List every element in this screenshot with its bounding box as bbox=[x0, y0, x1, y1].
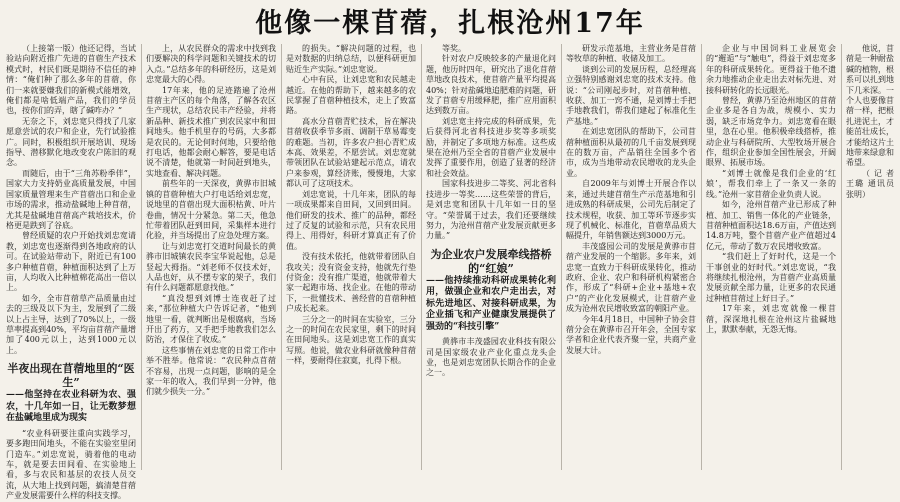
column-divider bbox=[841, 44, 842, 470]
paragraph: 刘忠宽主持完成的科研成果，先后获得河北省科技进步奖等多项奖励，并制定了多项地方标准。这些成果在沧州乃至全省的苜蓿产业发展中发挥了重要作用，创造了显著的经济和社会效益。 bbox=[426, 116, 556, 178]
paragraph: 丰茂盛园公司的发展是黄骅市苜蓿产业发展的一个缩影。多年来，刘忠宽一直致力于科研成果转化，推动政府、企业、农户和科研机构紧密合作，形成了“科研+企业+基地+农户”的产业化发展模式，让苜蓿产业成为沧州农民增收致富的朝阳产业。 bbox=[566, 241, 696, 314]
column-divider bbox=[141, 44, 142, 470]
column-2 bbox=[146, 44, 276, 470]
paragraph: 高水分苜蓿青贮技术，旨在解决苜蓿收获季节多雨、调制干草易霉变的难题。当初，许多农户担心青贮成本高、效果差，不愿尝试。刘忠宽就带领团队在试验站建起示范点，请农户来参观，算经济账，慢慢地，大家都认可了这项技术。 bbox=[286, 116, 416, 189]
paragraph: 国家科技进步二等奖、河北省科技进步一等奖……这些荣誉的背后，是刘忠宽和团队十几年如一日的坚守。“荣誉属于过去，我们还要继续努力，为沧州苜蓿产业发展贡献更多力量。” bbox=[426, 179, 556, 241]
paragraph: 谈到公司的发展历程，总经理高立强特别感谢刘忠宽的技术支持。他说：“公司刚起步时，对苜蓿种植、收获、加工一窍不通，是刘博士手把手地教我们，帮我们建起了标准化生产基地。” bbox=[566, 64, 696, 126]
column-divider bbox=[701, 44, 702, 470]
column-1 bbox=[6, 44, 136, 501]
paragraph: 在刘忠宽团队的帮助下，公司苜蓿种植面积从最初的几千亩发展到现在的数万亩，产品销往全国多个省市，成为当地带动农民增收的龙头企业。 bbox=[566, 127, 696, 178]
column-5 bbox=[566, 44, 696, 470]
paragraph: “我们赶上了好时代，这是一个干事创业的好时代。”刘忠宽说，“我将继续扎根沧州，为苜蓿产业高质量发展贡献全部力量，让更多的农民通过种植苜蓿过上好日子。” bbox=[706, 252, 836, 303]
column-4 bbox=[426, 44, 556, 470]
paragraph: 这些事情在刘忠宽的日常工作中举不胜举。他常说：“农民种点苜蓿不容易，出现一点问题，影响的是全家一年的收入，我们早到一分钟，他们就少损失一分。” bbox=[146, 345, 276, 397]
paragraph: 企业与中国饲料工业展览会的“邂逅”与“触电”，得益于刘忠宽多年的科研成果转化。更得益于他不遗余力地推动企业走出去对标先进、对接科研转化的长远眼光。 bbox=[706, 44, 836, 95]
paragraph: 前些年的一天深夜，黄骅市旧城镇的苜蓿种植大户打电话给刘忠宽，说地里的苜蓿出现大面积枯黄、叶片卷曲，情况十分紧急。第二天，他急忙带着团队赶到田间，采集样本进行化验，并当场提出了应急处理方案。 bbox=[146, 179, 276, 241]
paragraph: 而随后，由于“三角苏粉季伴”，国家大力支持奶业高质量发展，中国国家质量管理来生产苜蓿出口和企业市场的需求，推动盐碱地上种苜蓿，尤其是盐碱地苜蓿高产栽培技术，价格更是跌到了谷底。 bbox=[6, 168, 136, 230]
paragraph: 如今，沧州苜蓿产业已形成了种植、加工、销售一体化的产业链条，苜蓿种植面积达18.6万亩，产值达到14.8万吨，整个苜蓿产业产值超过4亿元，带动了数万农民增收致富。 bbox=[706, 200, 836, 251]
paragraph: 三分之一的时间在实验室，三分之一的时间在农民家里，剩下的时间在田间地头。这是刘忠宽工作的真实写照。他说，做农业科研就像种苜蓿一样，要耐得住寂寞，扎得下根。 bbox=[286, 314, 416, 366]
column-divider bbox=[421, 44, 422, 470]
column-divider bbox=[281, 44, 282, 470]
paragraph: 17年来，他的足迹踏遍了沧州苜蓿主产区的每个角落，了解各农区生产现状，总结农民丰产经验，并将新品种、新技术推广到农民家中和田间地头。他手机里存的号码，大多都是农民的。无论何时何地，只要给他打电话，他都会耐心解答，要是电话说不清楚，他就第一时间赶到地头，实地查看、解决问题。 bbox=[146, 85, 276, 178]
subheading-title: 半夜出现在苜蓿地里的“医生” bbox=[7, 362, 135, 390]
paragraph: “农业科研要注重向实践学习，要多跑田间地头，不能在实验室里闭门造车。”刘忠宽说，骑着他的电动车，就是要去田间看、在实验地上看，多与农民和基层的农技人员交流，从大地上找到问题，搞清楚苜蓿产业发展需要什么样的科技支撑。 bbox=[6, 428, 136, 501]
paragraph: 刘忠宽说，十几年来，团队的每一项成果都来自田间，又回到田间。他们研发的技术、推广的品种，都经过了反复的试验和示范，只有农民用得上、用得好，科研才算真正有了价值。 bbox=[286, 189, 416, 251]
subheading-lede: ——他坚持在农业科研为农、强农，十几年如一日，让无数梦想在盐碱地里成为现实 bbox=[6, 390, 136, 424]
paragraph: 今年4月18日，中国种子协会苜蓿分会在黄骅市召开年会，全国专家学者和企业代表齐聚一堂，共商产业发展大计。 bbox=[566, 314, 696, 355]
paragraph: 让与刘忠宽打交道时间最长的黄骅市旧城镇农民李宝华说起他，总是竖起大拇指。“刘老师不仅技术好，人品也好，从不摆专家的架子，我们有什么问题都愿意找他。” bbox=[146, 241, 276, 293]
paragraph: “刘博士就像是我们企业的‘红娘’，帮我们牵上了一条又一条的线。”沧州一家苜蓿企业负责人说。 bbox=[706, 168, 836, 199]
paragraph: 曾经，黄骅乃至沧州地区的苜蓿企业多是各自为战，规模小、实力弱，缺乏市场竞争力。刘忠宽看在眼里，急在心里。他积极牵线搭桥，推动企业与科研院所、大型牧场开展合作，组织企业参加全国性展会，开阔眼界、拓展市场。 bbox=[706, 96, 836, 168]
paragraph: 他说，苜蓿是一种耐盐碱的植物，根系可以扎到地下几米深。一个人也要像苜蓿一样，把根扎进泥土，才能茁壮成长，才能给这片土地带来绿意和希望。 bbox=[846, 44, 894, 168]
paragraph: 针对农户反映较多的产量退化问题，他历时四年，研究出了退化苜蓿草地改良技术，使苜蓿产量平均提高40%；针对盐碱地追肥难的问题，研发了苜蓿专用缓释肥，推广应用面积达到数万亩。 bbox=[426, 54, 556, 116]
paragraph: 无奈之下，刘忠宽只得找了几家愿意尝试的农户和企业，先行试验推广。同时，积极组织开展培训、现场指导、潜移默化地改变农户陈旧的观念。 bbox=[6, 116, 136, 168]
paragraph: 如今，全市苜蓿草产品质量由过去的三级及以下为主，发展到了二级以上占主导，达到了70%以上，一级草率提高到40%，平均亩苜蓿产量增加了400元以上，达到1000元以上。 bbox=[6, 293, 136, 355]
subheading-block bbox=[426, 248, 556, 334]
column-7 bbox=[846, 44, 894, 470]
paragraph: 心中有民，让刘忠宽和农民越走越近。在他的帮助下，越来越多的农民掌握了苜蓿种植技术，走上了致富路。 bbox=[286, 75, 416, 116]
paragraph: 等奖。 bbox=[442, 44, 466, 53]
subheading-block bbox=[6, 362, 136, 425]
column-6 bbox=[706, 44, 836, 470]
paragraph: （上接第一版）他还记得，当试验站向附近推广先进的苜蓿生产技术模式时，村民们既是期待不信任的神情：“俺们种了那么多年的苜蓿，你们一来就要嫌我们的新模式能增效，俺们都是啥低端产品，我们的学员也，按你们的弄，瞎了碱咋办？” bbox=[6, 44, 136, 116]
paragraph: 曾经质疑的农户开始找刘忠宽请教，刘忠宽也逐渐得到各地政府的认可。在试验站带动下，附近已有100多户种植苜蓿，种植面积达到了上万亩，人均收入比种植棉花高出一倍以上。 bbox=[6, 231, 136, 293]
paragraph: 的损失。“解决问题的过程，也是对数据的归纳总结，以便科研更加贴近生产实际。”刘忠宽说。 bbox=[286, 44, 416, 74]
subheading-title: 为企业农户发展牵线搭桥的“红娘” bbox=[430, 247, 552, 275]
column-3 bbox=[286, 44, 416, 470]
subheading-lede: ——他持续推动科研成果转化利用，做强企业和农户走出去，对标先进地区、对接科研成果，为企业插飞和产业健康发展提供了强劲的“科技引擎” bbox=[426, 275, 556, 332]
paragraph: 自2009年与刘博士开展合作以来，通过共建苜蓿生产示范基地和引进成熟的科研成果，公司先后制定了技术规程，收获、加工等环节逐步实现了机械化、标准化，苜蓿草品质大幅提升，年销售额达到3000万元。 bbox=[566, 179, 696, 241]
paragraph: “真没想到刘博士连夜赶了过来，”那位种植大户告诉记者，“他到地里一看，就判断出是根腐病，当场开出了药方，又手把手地教我们怎么防治，才保住了收成。” bbox=[146, 293, 276, 345]
paragraph: （记者 王璐 通讯员 张明） bbox=[846, 168, 894, 199]
article-columns bbox=[6, 44, 894, 501]
paragraph: 17年来，刘忠宽就像一棵苜蓿，深深地扎根在沧州这片盐碱地上，默默奉献，无怨无悔。 bbox=[706, 304, 836, 334]
paragraph: 没有技术依托，他就带着团队自我攻关；没有资金支持，他就先行垫付资金；没有推广渠道，他就带着大家一起跑市场、找企业。在他的带动下，一批懂技术、善经营的苜蓿种植户成长起来。 bbox=[286, 252, 416, 314]
paragraph: 上，从农民群众的需求中找到我们要解决的科学问题和关键技术的切入点。”总结多年的科研经历，这是刘忠宽最大的心得。 bbox=[146, 44, 276, 85]
headline: 他像一棵苜蓿，扎根沧州17年 bbox=[255, 8, 645, 39]
column-divider bbox=[561, 44, 562, 470]
paragraph: 研发示范基地，主营业务是苜蓿等牧草的种植、收储及加工。 bbox=[566, 44, 696, 64]
paragraph: 黄骅市丰茂盛园农业科技有限公司是国家级农业产业化重点龙头企业，也是刘忠宽团队长期合作的企业之一。 bbox=[426, 337, 556, 378]
